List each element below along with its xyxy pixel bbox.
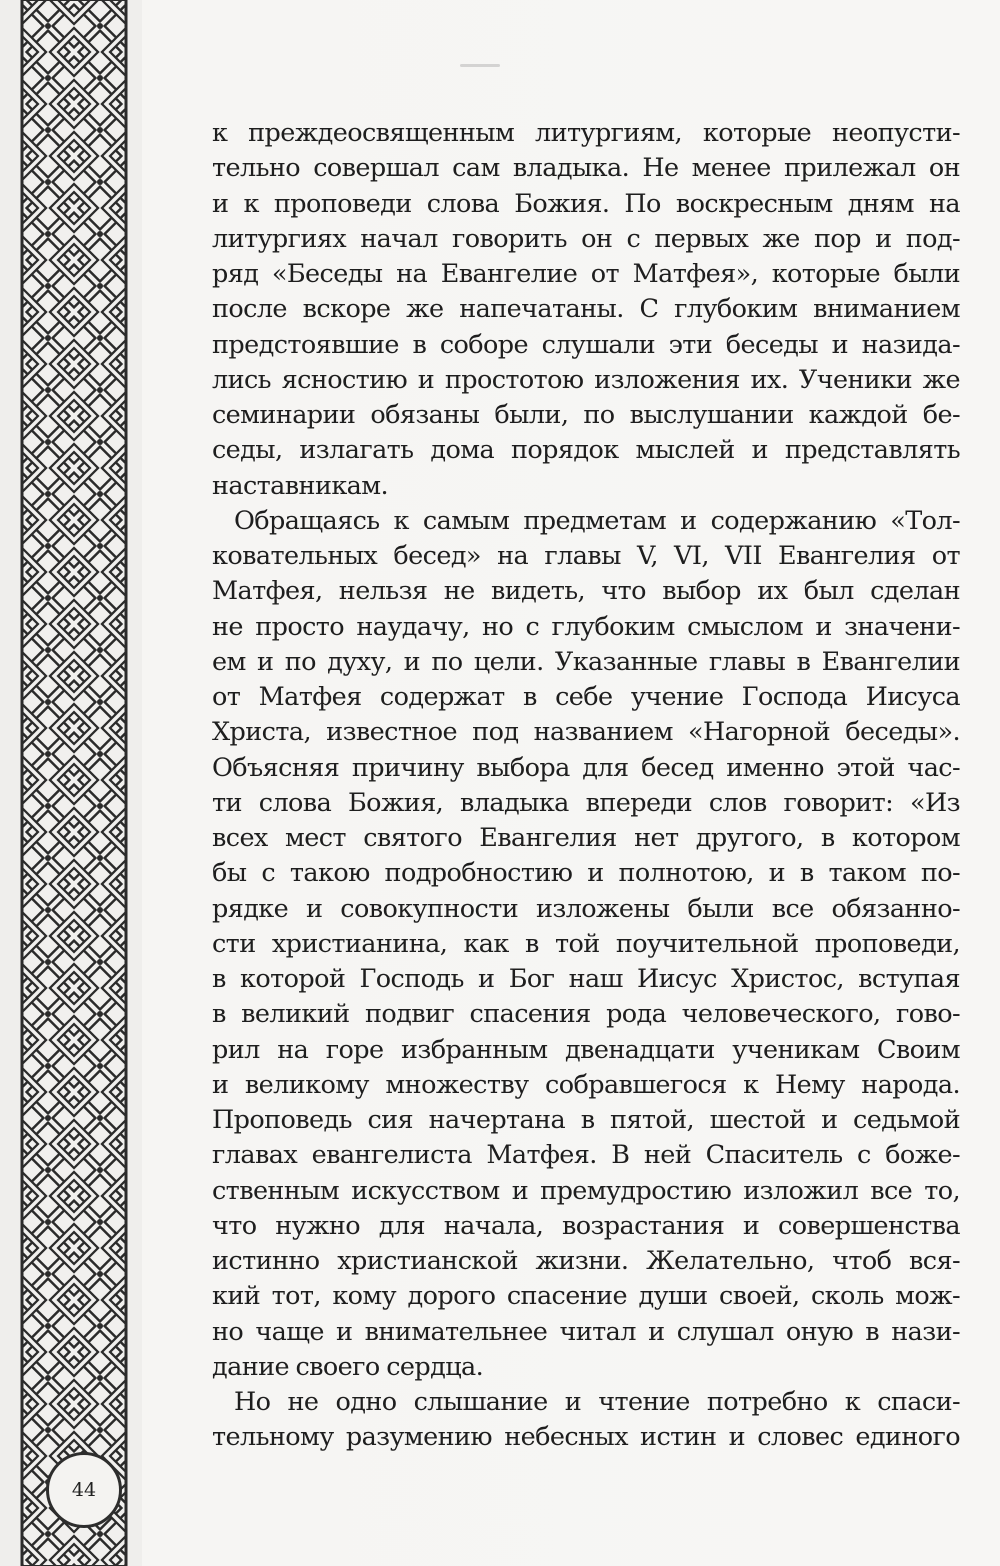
text-line: сти христианина, как в той поучительной проповеди,: [212, 928, 960, 959]
text-line: Объясняя причину выбора для бесед именно этой час-: [212, 752, 960, 783]
text-line: Но не одно слышание и чтение потребно к спаси-: [234, 1387, 960, 1417]
text-line: к преждеосвященным литургиям, которые неопусти-: [212, 118, 960, 148]
text-line: тельно совершал сам владыка. Не менее прилежал он: [212, 153, 960, 184]
text-line: ряд «Беседы на Евангелие от Матфея», которые были: [212, 259, 960, 289]
body-text: [212, 116, 960, 1456]
text-line: рил на горе избранным двенадцати ученикам Своим: [212, 1034, 960, 1065]
text-line: ем и по духу, и по цели. Указанные главы в Евангелии: [212, 646, 960, 677]
text-line: предстоявшие в соборе слушали эти беседы и назида-: [212, 329, 960, 360]
text-line: и к проповеди слова Божия. По воскресным дням на: [212, 188, 960, 219]
text-line: не просто наудачу, но с глубоким смыслом и значени-: [212, 611, 960, 642]
text-line: бы с такою подробностию и полнотою, и в таком по-: [212, 858, 960, 889]
text-line: всех мест святого Евангелия нет другого, в котором: [212, 823, 960, 853]
page-number: 44: [46, 1452, 122, 1528]
text-line: кий тот, кому дорого спасение души своей, сколь мож-: [212, 1281, 960, 1312]
scan-smudge: [460, 64, 500, 67]
text-line: в великий подвиг спасения рода человеческого, гово-: [212, 999, 960, 1030]
text-line: но чаще и внимательнее читал и слушал оную в нази-: [212, 1316, 960, 1347]
text-line: ковательных бесед» на главы V, VI, VII Евангелия от: [212, 541, 960, 571]
text-line: Проповедь сия начертана в пятой, шестой и седьмой: [212, 1105, 960, 1135]
text-line: ти слова Божия, владыка впереди слов говорит: «Из: [212, 787, 960, 818]
text-line: и великому множеству собравшегося к Нему народа.: [212, 1069, 960, 1100]
text-line: седы, излагать дома порядок мыслей и представлять: [212, 435, 960, 466]
text-line: тельному разумению небесных истин и словес единого: [212, 1422, 960, 1453]
text-line: истинно христианской жизни. Желательно, чтоб вся-: [212, 1246, 960, 1276]
text-line: от Матфея содержат в себе учение Господа Иисуса: [212, 682, 960, 712]
text-line: лись ясностию и простотою изложения их. Ученики же: [212, 364, 960, 395]
text-line: Христа, известное под названием «Нагорной беседы».: [212, 717, 960, 748]
text-line: Матфея, нельзя не видеть, что выбор их был сделан: [212, 576, 960, 607]
text-line: дание своего сердца.: [212, 1351, 484, 1382]
text-line: Обращаясь к самым предметам и содержанию «Тол-: [234, 505, 960, 536]
text-line: литургиях начал говорить он с первых же пор и под-: [212, 223, 960, 254]
text-line: что нужно для начала, возрастания и совершенства: [212, 1210, 960, 1241]
text-line: главах евангелиста Матфея. В ней Спаситель с боже-: [212, 1140, 960, 1171]
text-line: после вскоре же напечатаны. С глубоким вниманием: [212, 294, 960, 325]
text-line: семинарии обязаны были, по выслушании каждой бе-: [212, 400, 960, 430]
celtic-knot-border-ornament: [0, 0, 142, 1566]
text-line: рядке и совокупности изложены были все обязанно-: [212, 893, 960, 924]
text-line: наставникам.: [212, 470, 389, 501]
text-line: ственным искусством и премудростию изложил все то,: [212, 1175, 960, 1206]
text-line: в которой Господь и Бог наш Иисус Христос, вступая: [212, 964, 960, 994]
